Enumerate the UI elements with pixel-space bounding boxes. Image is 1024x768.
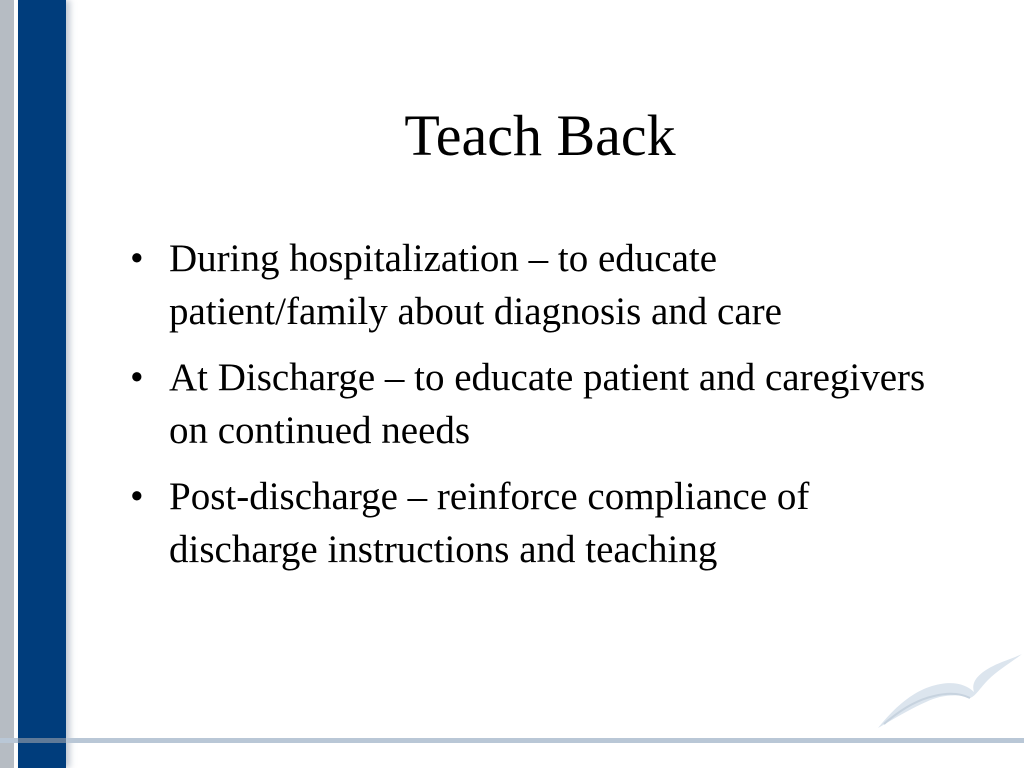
bullet-text: Post-discharge – reinforce compliance of discharge instructions and teaching	[169, 475, 810, 571]
seagull-icon	[870, 650, 1024, 732]
side-blue-bar	[18, 0, 66, 768]
bullet-list	[130, 232, 930, 589]
side-gray-stripe	[0, 0, 14, 768]
bullet-icon: •	[130, 475, 144, 518]
bullet-icon: •	[130, 356, 144, 399]
slide-title: Teach Back	[404, 103, 676, 168]
list-item	[130, 232, 930, 338]
footer-line	[0, 738, 1024, 743]
list-item	[130, 351, 930, 457]
bullet-icon: •	[130, 237, 144, 280]
bullet-text: At Discharge – to educate patient and caregivers on continued needs	[169, 356, 926, 452]
list-item	[130, 470, 930, 576]
footer-line-accent	[18, 738, 66, 743]
bullet-text: During hospitalization – to educate patient/family about diagnosis and care	[169, 237, 782, 333]
